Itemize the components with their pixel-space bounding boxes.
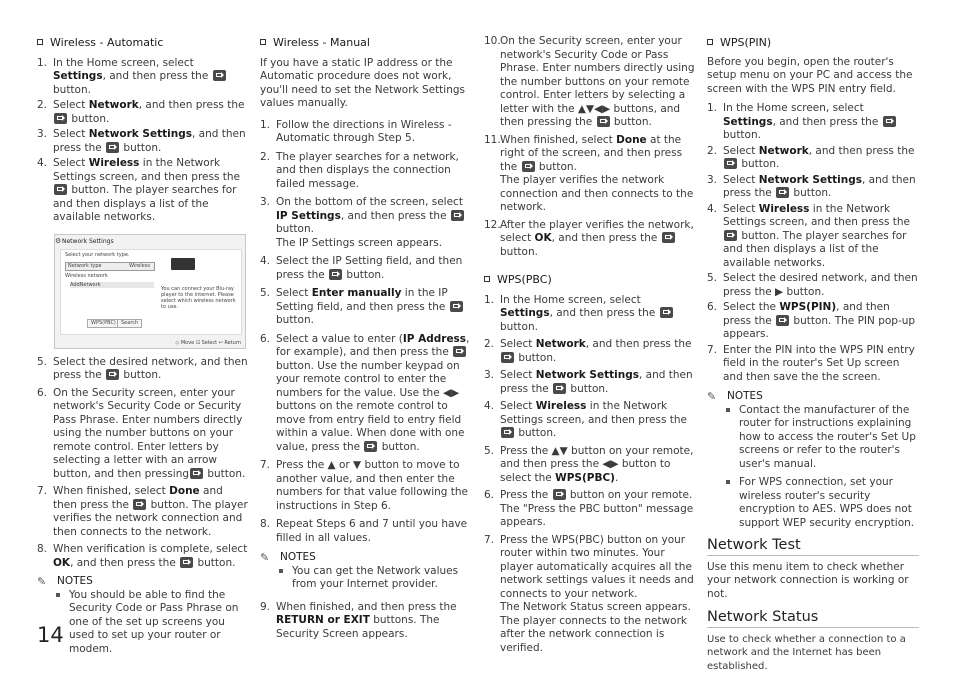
list-item: 4. Select the IP Setting field, and then press the button.: [260, 255, 463, 281]
enter-button-icon: [501, 352, 514, 363]
enter-button-icon: [133, 499, 146, 510]
network-settings-screenshot: ⚙ Network Settings Select your network type. Network type Wireless Wireless network AddNetwork You can connect your Blu-ray player to the internet. Please select which wireless network to use. WPS(PBC) Search ◇ Move ⊡ Select ↩ Return: [54, 234, 246, 349]
heading-network-status: Network Status: [707, 611, 919, 628]
enter-button-icon: [597, 116, 610, 127]
list-item: 7. Enter the PIN into the WPS PIN entry field in the router's Set Up screen and then save the the screen.: [707, 343, 915, 383]
list-item: 3. Select Network Settings, and then press the button.: [37, 128, 246, 154]
column-1: [37, 0, 249, 656]
list-item: 9. When finished, and then press the RETURN or EXIT buttons. The Security Screen appears.: [260, 600, 457, 640]
page-number: 14: [37, 623, 64, 647]
column-3: [484, 0, 696, 655]
steps-manual-9: [260, 601, 472, 642]
manual-intro: If you have a static IP address or the Automatic procedure does not work, you'll need to set the Network Settings values manually.: [260, 56, 466, 109]
list-item: 5. Select the desired network, and then press the ▶ button.: [707, 272, 918, 298]
list-item: 10. On the Security screen, enter your network's Security Code or Pass Phrase. Enter numbers directly using the number buttons on your remote control. Enter letters by selecting a letter with the ▲▼◀▶ buttons, and then pressing the button.: [484, 35, 695, 128]
heading-network-test: Network Test: [707, 539, 919, 556]
notes-heading: ✎ NOTES: [260, 551, 316, 564]
gear-icon: ⚙: [55, 236, 62, 245]
enter-button-icon: [883, 116, 896, 127]
list-item: 4. Select Wireless in the Network Settings screen, and then press the button. The player searches for and then displays a list of the available networks.: [37, 157, 241, 223]
list-item: 3. On the bottom of the screen, select IP Settings, and then press the button. The IP Settings screen appears.: [260, 196, 463, 249]
enter-button-icon: [106, 142, 119, 153]
enter-button-icon: [553, 489, 566, 500]
list-item: 2. Select Network, and then press the button.: [37, 99, 245, 125]
enter-button-icon: [453, 346, 466, 357]
steps-auto-1-4: [37, 57, 249, 225]
enter-button-icon: [364, 441, 377, 452]
list-item: 4. Select Wireless in the Network Settings screen, and then press the button. The player searches for and then displays a list of the available networks.: [707, 202, 911, 269]
list-item: 1. Follow the directions in Wireless - Automatic through Step 5.: [260, 118, 452, 144]
list-item: 11. When finished, select Done at the right of the screen, and then press the button. The player verifies the network connection and then connects to the network.: [484, 133, 694, 213]
enter-button-icon: [662, 232, 675, 243]
enter-button-icon: [329, 269, 342, 280]
list-item: 4. Select Wireless in the Network Settings screen, and then press the button.: [484, 400, 688, 439]
heading-wps-pin: WPS(PIN): [707, 36, 919, 50]
enter-button-icon: [54, 184, 67, 195]
enter-button-icon: [776, 315, 789, 326]
steps-wps-pin: [707, 102, 919, 384]
notes-list: [260, 565, 472, 592]
list-item: 1. In the Home screen, select Settings, and then press the button.: [707, 102, 919, 143]
list-item: 2. Select Network, and then press the button.: [707, 144, 915, 170]
enter-button-icon: [660, 307, 673, 318]
list-item: For WPS connection, set your wireless router's security encryption to AES. WPS does not support WEP security encryption.: [707, 476, 919, 530]
list-item: Contact the manufacturer of the router for instructions explaining how to access the router's Set Up screens or refer to the router's user's manual.: [707, 404, 919, 472]
router-icon: [171, 258, 195, 270]
notes-list: [707, 404, 919, 531]
list-item: You can get the Network values from your Internet provider.: [260, 565, 472, 592]
list-item: 6. Select a value to enter (IP Address, for example), and then press the button. Use the number keypad on your remote control to enter the numbers for the value. Use the ◀▶ buttons on the remote control to move from entry field to entry field within a value. When done with one value, press the button.: [260, 332, 470, 453]
notes-heading: ✎ NOTES: [37, 575, 93, 588]
notes-heading: ✎ NOTES: [707, 390, 763, 403]
enter-button-icon: [54, 113, 67, 124]
list-item: 6. Press the button on your remote. The "Press the PBC button" message appears.: [484, 489, 694, 528]
list-item: 3. Select Network Settings, and then press the button.: [707, 173, 916, 199]
network-settings-panel: Select your network type. Network type Wireless Wireless network AddNetwork You can connect your Blu-ray player to the internet. Please select which wireless network to use. WPS(PBC) Search: [60, 249, 242, 335]
steps-wps-pbc: [484, 294, 696, 656]
enter-button-icon: [106, 369, 119, 380]
list-item: 8. When verification is complete, select OK, and then press the button.: [37, 543, 248, 569]
list-item: 7. When finished, select Done and then press the button. The player verifies the network connection and then connects to the network.: [37, 485, 248, 538]
column-4: [707, 0, 919, 673]
network-test-text: Use this menu item to check whether your network connection is working or not.: [707, 560, 909, 600]
pencil-icon: ✎: [37, 575, 47, 588]
wps-pbc-button: WPS(PBC): [87, 319, 120, 328]
list-item: 2. The player searches for a network, and then displays the connection failed message.: [260, 150, 459, 190]
wps-pin-intro: Before you begin, open the router's setup menu on your PC and access the screen with the WPS PIN entry field.: [707, 55, 913, 95]
screen-footer: ◇ Move ⊡ Select ↩ Return: [175, 339, 241, 346]
list-item: 12. After the player verifies the network, select OK, and then press the button.: [484, 218, 694, 258]
list-item: 6. Select the WPS(PIN), and then press the button. The PIN pop-up appears.: [707, 301, 916, 340]
enter-button-icon: [451, 210, 464, 221]
steps-manual-10-12: [484, 35, 696, 259]
enter-button-icon: [776, 187, 789, 198]
network-status-text: Use to check whether a connection to a network and the Internet has been established.: [707, 633, 906, 672]
list-item: 5. Select the desired network, and then press the button.: [37, 355, 248, 381]
heading-wireless-manual: Wireless - Manual: [260, 36, 472, 50]
pencil-icon: ✎: [260, 551, 270, 564]
heading-wps-pbc: WPS(PBC): [484, 273, 696, 287]
search-button: Search: [117, 319, 142, 328]
notes-list: [37, 589, 249, 657]
enter-button-icon: [522, 161, 535, 172]
list-item: 1. In the Home screen, select Settings, and then press the button.: [484, 294, 696, 335]
enter-button-icon: [501, 427, 514, 438]
enter-button-icon: [213, 70, 226, 81]
list-item: 7. Press the WPS(PBC) button on your router within two minutes. Your player automatically acquires all the network settings values it needs and connects to your network. The Network Status screen appears. The player connects to the network after the network connection is verified.: [484, 533, 694, 654]
list-item: 6. On the Security screen, enter your network's Security Code or Security Pass Phrase. Enter numbers directly using the number buttons on your remote control. Enter letters by selecting a letter with an arrow button, and then pressing button.: [37, 386, 246, 480]
list-item: 7. Press the ▲ or ▼ button to move to another value, and then enter the numbers for that value following the instructions in Step 6.: [260, 459, 469, 512]
enter-button-icon: [724, 158, 737, 169]
column-2: [260, 0, 472, 641]
enter-button-icon: [450, 301, 463, 312]
enter-button-icon: [180, 557, 193, 568]
steps-auto-5-8: [37, 356, 249, 571]
enter-button-icon: [190, 468, 203, 479]
steps-manual: [260, 119, 472, 546]
heading-wireless-automatic: Wireless - Automatic: [37, 36, 249, 50]
list-item: 8. Repeat Steps 6 and 7 until you have filled in all values.: [260, 518, 468, 544]
list-item: You should be able to find the Security Code or Pass Phrase on one of the set up screens you used to set up your router or modem.: [37, 589, 249, 657]
pencil-icon: ✎: [707, 390, 717, 403]
list-item: 1. In the Home screen, select Settings, and then press the button.: [37, 57, 249, 98]
list-item: 5. Select Enter manually in the IP Setting field, and then press the button.: [260, 287, 472, 328]
enter-button-icon: [724, 230, 737, 241]
list-item: 2. Select Network, and then press the button.: [484, 338, 692, 364]
enter-button-icon: [553, 383, 566, 394]
list-item: 5. Press the ▲▼ button on your remote, and then press the ◀▶ button to select the WPS(PBC).: [484, 444, 694, 484]
list-item: 3. Select Network Settings, and then press the button.: [484, 369, 693, 395]
